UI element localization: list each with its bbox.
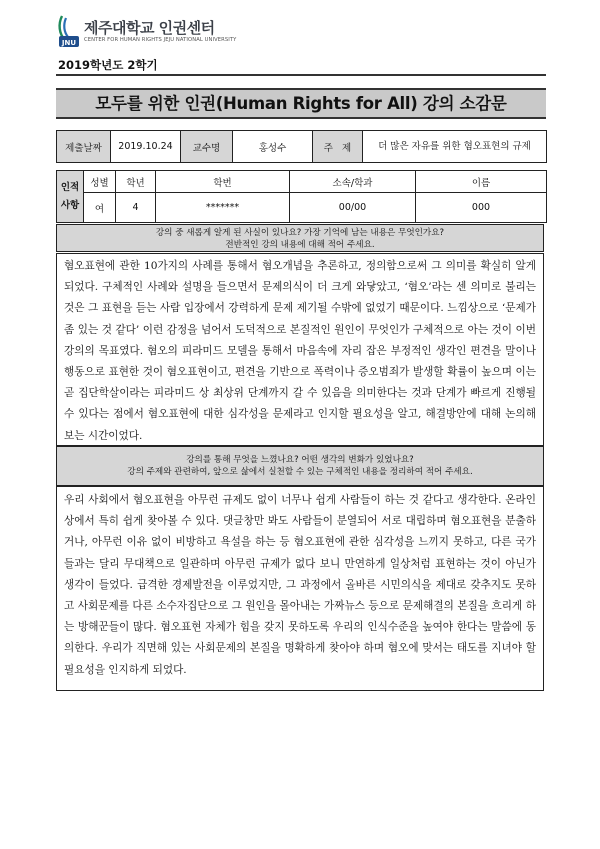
- value-gender: 여: [84, 193, 116, 223]
- date-label: 제출날짜: [57, 131, 111, 163]
- logo-emblem-icon: [56, 14, 82, 48]
- document-title-bar: [56, 88, 546, 119]
- submission-info-table: [56, 130, 547, 163]
- header-department: 소속/학과: [290, 171, 416, 193]
- svg-text:JNU: JNU: [61, 39, 77, 47]
- value-name: 000: [416, 193, 547, 223]
- university-logo: [56, 14, 266, 50]
- date-value: 2019.10.24: [111, 131, 181, 163]
- professor-value: 홍성수: [233, 131, 313, 163]
- professor-label: 교수명: [181, 131, 233, 163]
- question-2-line1: 강의를 통해 무엇을 느꼈나요? 어떤 생각의 변화가 있었나요?: [186, 455, 414, 465]
- org-name: 제주대학교 인권센터: [84, 19, 215, 37]
- org-subtitle: CENTER FOR HUMAN RIGHTS JEJU NATIONAL UNIVERSITY: [84, 37, 237, 43]
- question-1-line1: 강의 중 새롭게 알게 된 사실이 있나요? 가장 기억에 남는 내용은 무엇인가요?: [155, 228, 445, 238]
- personal-info-table: [56, 170, 547, 223]
- answer-1-text: 혐오표현에 관한 10가지의 사례를 통해서 혐오개념을 추론하고, 정의함으로써 그 의미를 확실히 알게 되었다. 구체적인 사례와 설명을 들으면서 문제의식이 더 크게 와닿았고, ‘혐오’라는 센 의미로 불리는 것은 그 표현을 듣는 사람 입장에서 강력하게 문제 제기될 수밖에 없었기 때문이다. 느낌상으로 ‘문제가 좀 있는 것 같다’ 이런 감정을 넘어서 도덕적으로 본질적인 원인이 무엇인가 구체적으로 아는 것이 이번 강의의 목표였다. 혐오의 피라미드 모델을 통해서 마음속에 자리 잡은 부정적인 생각인 편견을 말이나 행동으로 표현한 것이 혐오표현이고, 편견을 기반으로 폭력이나 증오범죄가 발생할 확률이 높으며 이는 곧 집단학살이라는 피라미드 상 최상위 단계까지 갈 수 있음을 의미한다는 것과 단계가 빠르게 진행될 수 있다는 점에서 혐오표현에 대한 심각성을 문제라고 인지할 필요성을 알고, 해결방안에 대해 논의해보는 시간이었다.: [64, 260, 536, 442]
- question-2-line2: 강의 주제와 관련하여, 앞으로 삶에서 실천할 수 있는 구체적인 내용을 정리하여 적어 주세요.: [127, 467, 473, 477]
- value-student-id: *******: [156, 193, 290, 223]
- section-label-line1: 인적: [60, 181, 80, 193]
- topic-value: 더 많은 자유를 위한 혐오표현의 규제: [363, 131, 547, 163]
- header-student-id: 학번: [156, 171, 290, 193]
- question-1-line2: 전반적인 강의 내용에 대해 적어 주세요.: [225, 240, 375, 250]
- header-gender: 성별: [84, 171, 116, 193]
- answer-2-text: 우리 사회에서 혐오표현을 아무런 규제도 없이 너무나 쉽게 사람들이 하는 것 같다고 생각한다. 온라인상에서 특히 쉽게 찾아볼 수 있다. 댓글창만 봐도 사람들이 분열되어 서로 대립하며 혐오표현을 분출하거나, 아무런 이유 없이 비방하고 욕설을 하는 등 혐오표현에 관한 심각성을 느끼지 못하고, 다른 국가들과는 달리 무대책으로 일관하며 아무런 규제가 없다 보니 만연하게 일상처럼 표현하는 것이 아닌가 생각이 들었다. 급격한 경제발전을 이루었지만, 그 과정에서 올바른 시민의식을 제대로 갖추지도 못하고 사회문제를 다른 소수자집단으로 그 원인을 몰아내는 가짜뉴스 등으로 문제해결의 본질을 흐리게 하는 방해꾼들이 많다. 혐오표현 자체가 힘을 갖지 못하도록 우리의 인식수준을 높여야 한다는 말씀에 동의한다. 우리가 직면해 있는 사회문제의 본질을 명확하게 찾아야 하며 혐오에 맞서는 태도를 지녀야 할 필요성을 인지하게 되었다.: [64, 494, 536, 676]
- answer-1-box: [56, 253, 544, 446]
- document-title: 모두를 위한 인권(Human Rights for All) 강의 소감문: [95, 94, 507, 113]
- value-grade: 4: [116, 193, 156, 223]
- header-divider: [56, 74, 546, 76]
- semester-label: 2019학년도 2학기: [58, 58, 158, 72]
- value-department: 00/00: [290, 193, 416, 223]
- header-name: 이름: [416, 171, 547, 193]
- topic-label: 주 제: [313, 131, 363, 163]
- question-2-box: [56, 446, 544, 486]
- personal-info-section-label: [57, 171, 84, 223]
- question-1-box: [56, 224, 544, 252]
- header-grade: 학년: [116, 171, 156, 193]
- answer-2-box: [56, 486, 544, 691]
- section-label-line2: 사항: [60, 199, 80, 211]
